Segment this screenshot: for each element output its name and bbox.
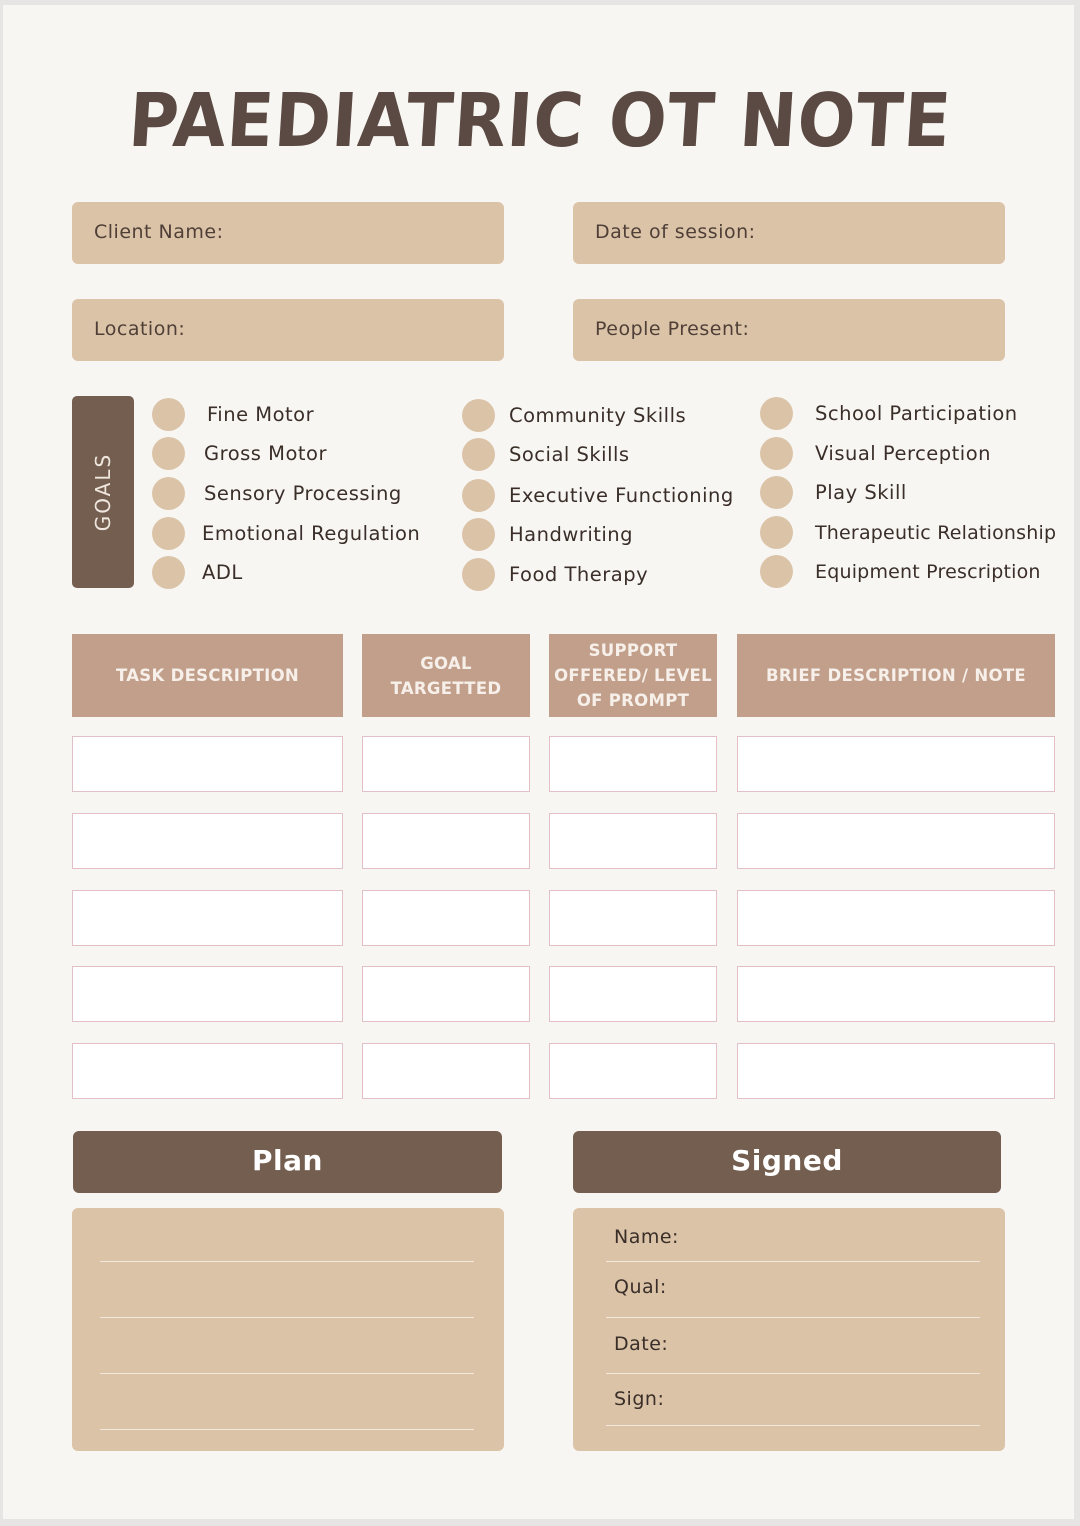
goal-label: Executive Functioning xyxy=(509,484,734,507)
goal-checkbox[interactable] xyxy=(462,479,495,512)
goals-tab xyxy=(72,396,134,588)
goal-checkbox[interactable] xyxy=(760,555,793,588)
goal-targetted-cell[interactable] xyxy=(362,1043,530,1099)
goal-label: Emotional Regulation xyxy=(202,522,421,545)
goal-targetted-cell[interactable] xyxy=(362,890,530,946)
signed-area xyxy=(573,1208,1005,1451)
sign-line[interactable] xyxy=(606,1425,980,1426)
task-description-cell[interactable] xyxy=(72,736,343,792)
task-description-cell[interactable] xyxy=(72,890,343,946)
goal-targetted-cell[interactable] xyxy=(362,813,530,869)
plan-heading: Plan xyxy=(73,1131,502,1193)
plan-line xyxy=(100,1373,474,1374)
brief-description-cell[interactable] xyxy=(737,813,1055,869)
date-label: Date: xyxy=(614,1333,669,1355)
goal-targetted-cell[interactable] xyxy=(362,736,530,792)
support-offered-cell[interactable] xyxy=(549,890,717,946)
page-title: PAEDIATRIC OT NOTE xyxy=(126,78,954,164)
name-label: Name: xyxy=(614,1226,679,1248)
people-present-field[interactable]: People Present: xyxy=(573,299,1005,361)
header-task-description: TASK DESCRIPTION xyxy=(72,634,343,717)
goal-label: School Participation xyxy=(815,402,1018,425)
goal-checkbox[interactable] xyxy=(462,438,495,471)
goal-checkbox[interactable] xyxy=(462,518,495,551)
goal-label: ADL xyxy=(202,561,243,584)
goal-checkbox[interactable] xyxy=(462,399,495,432)
goal-label: Equipment Prescription xyxy=(815,561,1041,583)
goal-label: Food Therapy xyxy=(509,563,649,586)
support-offered-cell[interactable] xyxy=(549,966,717,1022)
goal-label: Therapeutic Relationship xyxy=(815,522,1057,544)
qual-label: Qual: xyxy=(614,1276,667,1298)
goal-checkbox[interactable] xyxy=(152,477,185,510)
goal-label: Sensory Processing xyxy=(204,482,402,505)
goal-checkbox[interactable] xyxy=(152,556,185,589)
goal-label: Play Skill xyxy=(815,481,907,504)
qual-line[interactable] xyxy=(606,1317,980,1318)
brief-description-cell[interactable] xyxy=(737,890,1055,946)
signed-heading: Signed xyxy=(573,1131,1001,1193)
support-offered-cell[interactable] xyxy=(549,736,717,792)
goal-label: Visual Perception xyxy=(815,442,992,465)
plan-line xyxy=(100,1317,474,1318)
goal-checkbox[interactable] xyxy=(462,558,495,591)
goals-heading: GOALS xyxy=(91,452,115,532)
goal-label: Handwriting xyxy=(509,523,634,546)
brief-description-cell[interactable] xyxy=(737,736,1055,792)
goal-checkbox[interactable] xyxy=(152,437,185,470)
client-name-field[interactable]: Client Name: xyxy=(72,202,504,264)
brief-description-cell[interactable] xyxy=(737,1043,1055,1099)
support-offered-cell[interactable] xyxy=(549,1043,717,1099)
header-support-offered: SUPPORT OFFERED/ LEVEL OF PROMPT xyxy=(549,634,717,717)
task-description-cell[interactable] xyxy=(72,966,343,1022)
task-description-cell[interactable] xyxy=(72,813,343,869)
plan-notes-area[interactable] xyxy=(72,1208,504,1451)
name-line[interactable] xyxy=(606,1261,980,1262)
plan-line xyxy=(100,1429,474,1430)
task-description-cell[interactable] xyxy=(72,1043,343,1099)
header-goal-targetted: GOAL TARGETTED xyxy=(362,634,530,717)
goal-label: Gross Motor xyxy=(204,442,327,465)
date-line[interactable] xyxy=(606,1373,980,1374)
goal-checkbox[interactable] xyxy=(152,398,185,431)
goal-checkbox[interactable] xyxy=(760,397,793,430)
goal-checkbox[interactable] xyxy=(760,516,793,549)
location-field[interactable]: Location: xyxy=(72,299,504,361)
goal-label: Social Skills xyxy=(509,443,630,466)
sign-label: Sign: xyxy=(614,1388,665,1410)
goal-label: Fine Motor xyxy=(207,403,315,426)
goal-checkbox[interactable] xyxy=(760,476,793,509)
plan-line xyxy=(100,1261,474,1262)
date-of-session-field[interactable]: Date of session: xyxy=(573,202,1005,264)
goal-checkbox[interactable] xyxy=(760,437,793,470)
goal-checkbox[interactable] xyxy=(152,517,185,550)
support-offered-cell[interactable] xyxy=(549,813,717,869)
brief-description-cell[interactable] xyxy=(737,966,1055,1022)
header-brief-description: BRIEF DESCRIPTION / NOTE xyxy=(737,634,1055,717)
goal-label: Community Skills xyxy=(509,404,687,427)
goal-targetted-cell[interactable] xyxy=(362,966,530,1022)
